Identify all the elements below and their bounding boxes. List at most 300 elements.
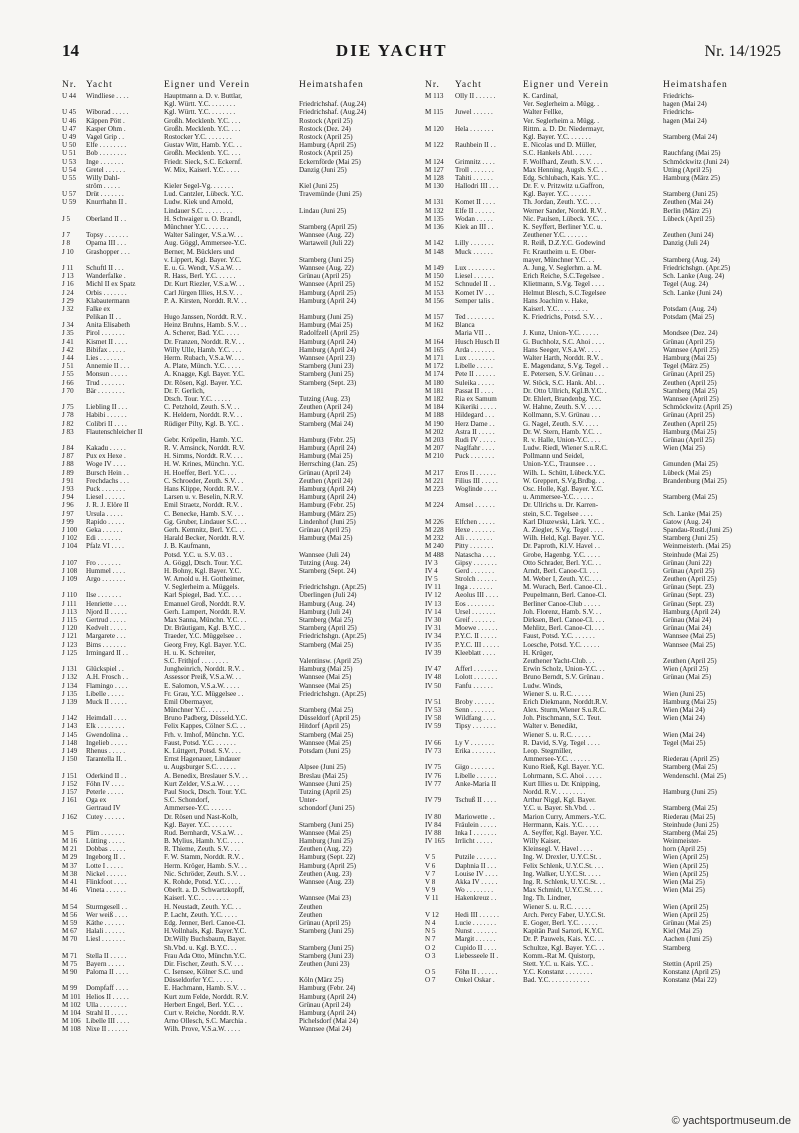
- home-port: Hamburg (April 25): [299, 141, 357, 150]
- home-port: Friedrichshgn. (Apr.25): [299, 583, 367, 592]
- yacht-name: [455, 493, 523, 501]
- table-row: [425, 395, 785, 403]
- table-row: [62, 133, 398, 141]
- yacht-name: Cutey . . . . . .: [86, 812, 125, 821]
- home-port: Wien (Juni 25): [663, 689, 706, 698]
- home-port: Hamburg (Mai 25): [299, 321, 353, 330]
- home-port: Wien (Mai 24): [663, 730, 705, 739]
- yacht-name: Puck . . . . . . .: [455, 452, 495, 461]
- home-port: Hamburg (Mai 25): [299, 534, 353, 543]
- yacht-name: [455, 657, 523, 665]
- yacht-name: Eros II . . . . . .: [455, 468, 496, 477]
- home-port: Zeuthen (Aug. 22): [299, 845, 352, 854]
- owner-club: Pollmann und Seidel,: [523, 452, 584, 461]
- home-port: Wannsee (April 25): [663, 394, 719, 403]
- owner-club: H. Krüger,: [523, 648, 554, 657]
- yacht-number: [425, 493, 455, 501]
- owner-club: Arch. Percy Faber, U.Y.C.St.: [523, 910, 606, 919]
- yacht-name: Strolch . . . . . .: [455, 575, 497, 584]
- yacht-number: IV 77: [425, 779, 442, 788]
- owner-club: H. W. Krines, Münchn. Y.C.: [164, 460, 245, 469]
- table-row: [425, 870, 785, 878]
- table-row: [425, 731, 785, 739]
- owner-club: Edg. Schlubach, Kais. Y.C. .: [523, 173, 604, 182]
- home-port: Hamburg (April 24): [299, 345, 357, 354]
- home-port: Friedrichshaf. (Aug.24): [299, 108, 367, 117]
- yacht-name: Kedvelt . . . . .: [86, 624, 127, 633]
- owner-club: Dr. F. v. Pritzwitz u.Gaffron,: [523, 182, 604, 191]
- left-list: [62, 92, 398, 1034]
- table-row: [62, 649, 398, 657]
- table-row: [62, 690, 398, 698]
- yacht-name: Hexe . . . . . . .: [455, 525, 495, 534]
- header-yacht: Yacht: [455, 80, 482, 90]
- yacht-number: [62, 436, 86, 444]
- yacht-number: M 41: [62, 878, 78, 886]
- yacht-name: Pitty . . . . . . .: [455, 542, 494, 551]
- owner-club: Union-Y.C., Traunsee . . .: [523, 460, 596, 469]
- owner-club: Aug. Göggl, Ammersee-Y.C.: [164, 239, 247, 248]
- yacht-number: M 106: [62, 1017, 81, 1026]
- home-port: Lindau (Juni 25): [299, 206, 347, 215]
- table-row: [425, 559, 785, 567]
- table-row: [62, 919, 398, 927]
- table-row: [425, 673, 785, 681]
- yacht-number: M 5: [62, 828, 74, 837]
- yacht-number: J 107: [62, 558, 78, 567]
- yacht-name: [455, 788, 523, 796]
- yacht-name: Lux . . . . . . . .: [455, 354, 495, 362]
- yacht-name: Lolott . . . . . . .: [455, 673, 498, 682]
- owner-club: Heinz Bruhns, Hamb. S.V. . .: [164, 321, 247, 330]
- table-row: [62, 559, 398, 567]
- table-row: [425, 886, 785, 894]
- table-row: [62, 207, 398, 215]
- table-row: [425, 182, 785, 190]
- table-row: [62, 149, 398, 157]
- table-row: [62, 755, 398, 763]
- owner-club: Großh. Mecklenb. Y.C. . . .: [164, 124, 241, 133]
- home-port: Zeuthen (April 24): [299, 476, 353, 485]
- yacht-name: Gipsy . . . . . . .: [455, 558, 497, 567]
- yacht-name: Habibi . . . . . .: [86, 411, 127, 420]
- yacht-number: [62, 706, 86, 714]
- home-port: Wannsee (Aug. 22): [299, 263, 354, 272]
- yacht-number: [425, 960, 455, 968]
- owner-club: E. Hachmann, Hamb. S.V. . .: [164, 984, 246, 993]
- yacht-number: V 6: [425, 861, 436, 870]
- owner-club: Ludw. Kiek und Arnold,: [164, 198, 234, 207]
- yacht-name: Ingeborg II . .: [86, 853, 126, 862]
- table-row: [425, 690, 785, 698]
- table-row: [62, 739, 398, 747]
- table-row: [425, 903, 785, 911]
- owner-club: Dtsch. Tour. Y.C. . . . . .: [164, 394, 231, 403]
- yacht-number: [62, 223, 86, 231]
- table-row: [425, 591, 785, 599]
- home-port: Grünau (Mai 25): [663, 918, 712, 927]
- home-port: Hamburg (April 24): [299, 493, 357, 502]
- table-row: [62, 100, 398, 108]
- yacht-number: M 67: [62, 927, 78, 936]
- yacht-number: [425, 117, 455, 125]
- home-port: Tutzing (Aug. 24): [299, 558, 351, 567]
- home-port: Friedrichshaf. (Aug.24): [299, 100, 367, 109]
- yacht-name: Halali . . . . . .: [86, 927, 125, 936]
- owner-club: mayer, Münchner Y.C. . .: [523, 255, 595, 264]
- yacht-number: J 151: [62, 771, 78, 780]
- yacht-number: [62, 551, 86, 559]
- home-port: Hamburg (Febr. 25): [299, 501, 356, 510]
- owner-club: K. Cardinal,: [523, 92, 558, 100]
- table-row: [425, 305, 785, 313]
- owner-club: Kieler Segel-Vg. . . . . . .: [164, 182, 234, 191]
- owner-club: Otto Schrader, Berl. Y.C. . .: [523, 558, 601, 567]
- home-port: [299, 649, 398, 657]
- table-row: [62, 714, 398, 722]
- yacht-name: Olly II . . . . . .: [455, 92, 496, 100]
- yacht-name: Anke-Maria II: [455, 779, 497, 788]
- yacht-number: M 224: [425, 501, 444, 510]
- yacht-number: IV 39: [425, 648, 442, 657]
- yacht-number: M 136: [425, 223, 444, 231]
- home-port: Weinmeisterh. (Mai 25): [663, 542, 731, 551]
- yacht-name: Rapido . . . . .: [86, 517, 125, 526]
- owner-club: H. Schwaiger u. O. Brandl,: [164, 214, 242, 223]
- table-row: [425, 862, 785, 870]
- yacht-number: J 111: [62, 599, 77, 608]
- yacht-number: M 46: [62, 886, 78, 895]
- yacht-name: Troll . . . . . . .: [455, 165, 494, 174]
- home-port: Hamburg (Aug. 24): [299, 599, 356, 608]
- owner-club: Gerh. Kemnitz, Berl. Y.C. . .: [164, 525, 245, 534]
- yacht-number: J 24: [62, 288, 74, 297]
- home-port: Grünau (April 25): [299, 525, 351, 534]
- yacht-number: [425, 845, 455, 853]
- yacht-number: J 152: [62, 779, 78, 788]
- yacht-number: O 7: [425, 976, 436, 985]
- table-row: [425, 649, 785, 657]
- yacht-number: M 56: [62, 910, 78, 919]
- home-port: Zeuthen (April 25): [663, 378, 717, 387]
- table-row: [62, 452, 398, 460]
- table-row: [425, 935, 785, 943]
- yacht-number: [425, 903, 455, 911]
- yacht-name: [86, 223, 164, 231]
- yacht-name: Tschuß II . . . .: [455, 796, 497, 805]
- yacht-name: P.Y.C. III . . . . .: [455, 640, 500, 649]
- table-row: [62, 911, 398, 919]
- home-port: [299, 215, 398, 223]
- table-row: [425, 682, 785, 690]
- table-row: [62, 117, 398, 125]
- table-row: [62, 493, 398, 501]
- yacht-number: V 12: [425, 910, 439, 919]
- home-port: Grünau (Sept. 23): [663, 591, 715, 600]
- table-row: [425, 379, 785, 387]
- yacht-name: Stella II . . . . .: [86, 951, 127, 960]
- home-port: Sch. Lanke (Mai 25): [663, 509, 722, 518]
- home-port: Hamburg (Mai 25): [299, 665, 353, 674]
- home-port: Starnberg (Juni 25): [663, 534, 718, 543]
- yacht-name: Monsun . . . . .: [86, 370, 127, 379]
- yacht-number: U 46: [62, 116, 76, 125]
- owner-club: Kgl. Bayer. Y.C. . . . . . .: [523, 190, 591, 199]
- yacht-number: J 10: [62, 247, 74, 256]
- yacht-number: M 29: [62, 853, 78, 862]
- yacht-number: J 88: [62, 460, 74, 469]
- home-port: Starnberg (Mai 24): [663, 132, 718, 141]
- yacht-number: M 190: [425, 419, 444, 428]
- yacht-number: M 172: [425, 362, 444, 371]
- yacht-number: J 161: [62, 796, 78, 805]
- yacht-name: Gretel . . . . . .: [86, 165, 126, 174]
- home-port: Köln (März 25): [299, 976, 344, 985]
- owner-club: Sh.Vbd. u. Kgl. B.Y.C. . .: [164, 943, 237, 952]
- home-port: Steinhude (Juni 25): [663, 820, 719, 829]
- table-row: [425, 551, 785, 559]
- table-row: [62, 551, 398, 559]
- yacht-number: [62, 313, 86, 321]
- yacht-name: Kasper Ohm .: [86, 124, 126, 133]
- home-port: Grünau (April 24): [299, 1000, 351, 1009]
- owner-club: Max Schmidt, U.Y.C.St. . . .: [523, 886, 603, 895]
- owner-club: W. Stöck, S.C. Hank. Abl. . .: [523, 378, 605, 387]
- table-row: [62, 616, 398, 624]
- table-row: [62, 993, 398, 1001]
- home-port: Hamburg (Febr. 24): [299, 984, 356, 993]
- yacht-name: Semper talis .: [455, 296, 494, 305]
- owner-club: Rud. Bernhardt, V.S.a.W. . .: [164, 828, 243, 837]
- owner-club: Arndt, Berl. Canoe-Cl. . . .: [523, 566, 599, 575]
- home-port: Herrsching (Jan. 25): [299, 460, 358, 469]
- home-port: [663, 894, 785, 902]
- home-port: Starnberg (Mai 25): [663, 386, 718, 395]
- home-port: Hamburg (April 24): [299, 485, 357, 493]
- yacht-number: IV 4: [425, 566, 438, 575]
- owner-club: K. Rohde, Potsd. Y.C. . . . .: [164, 878, 241, 886]
- home-port: Wien (April 25): [663, 869, 709, 878]
- table-row: [425, 755, 785, 763]
- yacht-name: Vineta . . . . . .: [86, 886, 126, 895]
- yacht-number: IV 59: [425, 722, 442, 731]
- table-row: [425, 297, 785, 305]
- yacht-name: Ali . . . . . . . .: [455, 534, 493, 543]
- table-row: [425, 919, 785, 927]
- home-port: [299, 813, 398, 821]
- yacht-number: [62, 894, 86, 902]
- yacht-number: IV 14: [425, 607, 442, 616]
- table-row: [425, 248, 785, 256]
- yacht-number: U 50: [62, 141, 76, 150]
- home-port: Wannsee (Juni 25): [299, 779, 352, 788]
- yacht-name: [86, 894, 164, 902]
- yacht-number: M 102: [62, 1000, 81, 1009]
- yacht-name: Oberland II . .: [86, 214, 126, 223]
- yacht-number: J 44: [62, 354, 74, 362]
- yacht-number: J 135: [62, 689, 78, 698]
- home-port: Starnberg (Juni 25): [299, 943, 354, 952]
- table-row: [425, 952, 785, 960]
- table-row: [62, 125, 398, 133]
- yacht-number: U 53: [62, 157, 76, 166]
- yacht-number: IV 75: [425, 763, 442, 772]
- table-row: [62, 935, 398, 943]
- yacht-number: M 223: [425, 485, 444, 493]
- table-row: [425, 411, 785, 419]
- yacht-name: [86, 583, 164, 591]
- yacht-name: Hedi III . . . . . .: [455, 910, 499, 919]
- table-row: [62, 141, 398, 149]
- yacht-name: Ria ex Samum: [455, 394, 497, 403]
- yacht-number: J 8: [62, 239, 71, 248]
- yacht-number: J 66: [62, 378, 74, 387]
- owner-club: Karl Dluzewski, Lärk. Y.C. .: [523, 517, 604, 526]
- yacht-number: M 108: [62, 1025, 81, 1034]
- yacht-number: J 7: [62, 231, 71, 240]
- yacht-number: M 153: [425, 288, 444, 297]
- yacht-number: O 2: [425, 943, 436, 952]
- owner-club: Kollmann, S.V. Grünau . . .: [523, 411, 601, 420]
- home-port: Friedrichshgn. (Apr.25): [299, 689, 367, 698]
- home-port: Grünau (Mai 24): [663, 616, 712, 624]
- home-port: Hamburg (Mai 25): [663, 697, 717, 706]
- home-port: Grünau (April 25): [663, 435, 715, 444]
- yacht-name: Bayern . . . . .: [86, 959, 125, 968]
- yacht-number: M 162: [425, 321, 444, 330]
- owner-club: E. Salomon, V.S.a.W. . . . .: [164, 681, 240, 690]
- yacht-name: Klabautermann: [86, 296, 130, 305]
- home-port: Hamburg (Juli 24): [299, 607, 352, 616]
- owner-club: Leop. Stegmiller,: [523, 747, 573, 755]
- home-port: Rostock (April 25): [299, 116, 353, 125]
- yacht-number: J 29: [62, 296, 74, 305]
- yacht-name: Lotte I . . . . .: [86, 861, 123, 870]
- home-port: Hamburg (Mai 25): [663, 427, 717, 436]
- home-port: Wannsee (Juli 24): [299, 550, 351, 559]
- yacht-number: J 143: [62, 722, 78, 731]
- yacht-name: Putzile . . . . . .: [455, 853, 496, 862]
- yacht-number: J 35: [62, 329, 74, 338]
- table-row: [425, 223, 785, 231]
- home-port: Starnberg (Juni 25): [299, 370, 354, 379]
- table-row: [425, 207, 785, 215]
- yacht-name: Blanca: [455, 321, 475, 330]
- yacht-name: [86, 100, 164, 108]
- table-row: [62, 772, 398, 780]
- owner-club: Felix Schlenk, U.Y.C.St. . . .: [523, 861, 604, 870]
- table-row: [62, 567, 398, 575]
- table-row: [62, 460, 398, 468]
- yacht-number: M 101: [62, 992, 81, 1001]
- yacht-name: Hela . . . . . . .: [455, 124, 494, 133]
- yacht-name: [455, 845, 523, 853]
- yacht-number: M 122: [425, 141, 444, 150]
- home-port: Starnberg (Juni 23): [299, 951, 354, 960]
- yacht-name: Paloma II . . . .: [86, 968, 128, 977]
- owner-club: Kuno Rieß, Kgl. Bayer. Y.C.: [523, 763, 604, 772]
- home-port: Friedrichshgn. (Apr.25): [663, 263, 731, 272]
- yacht-name: [86, 395, 164, 403]
- home-port: Wannsee (Mai 25): [299, 673, 352, 682]
- owner-club: Ver. Seglerheim a. Mügg. .: [523, 100, 600, 109]
- table-row: [425, 485, 785, 493]
- yacht-name: Amsel . . . . . .: [455, 501, 495, 510]
- yacht-number: IV 165: [425, 837, 445, 846]
- yacht-name: Föhn IV . . . .: [86, 779, 124, 788]
- yacht-number: J 55: [62, 370, 74, 379]
- table-row: [62, 583, 398, 591]
- table-row: [62, 231, 398, 239]
- owner-club: Felix Kappes, Cölner S.C. . .: [164, 722, 246, 731]
- home-port: Friedrichs-: [663, 108, 695, 117]
- table-row: [425, 166, 785, 174]
- yacht-name: Geka . . . . . .: [86, 525, 123, 534]
- table-row: [62, 420, 398, 428]
- owner-club: K. Seyffert, Berliner Y.C. u.: [523, 223, 603, 231]
- yacht-number: [425, 231, 455, 239]
- yacht-number: J 83: [62, 427, 74, 436]
- yacht-name: Oderkind II . .: [86, 771, 127, 780]
- home-port: Riederau (Mai 25): [663, 812, 716, 821]
- yacht-number: M 38: [62, 869, 78, 878]
- yacht-number: IV 31: [425, 624, 442, 633]
- yacht-name: Käppen Pött .: [86, 116, 125, 125]
- yacht-name: Ursel . . . . . . .: [455, 607, 496, 616]
- home-port: [663, 747, 785, 755]
- yacht-name: [455, 256, 523, 264]
- home-port: Hamburg (April 24): [299, 992, 357, 1001]
- left-column-header: [62, 80, 398, 92]
- yacht-number: M 207: [425, 444, 444, 453]
- yacht-number: [425, 305, 455, 313]
- yacht-name: Liesl . . . . . . .: [86, 935, 126, 944]
- home-port: Friedrichs-: [663, 92, 695, 100]
- header-eigner: Eigner und Verein: [164, 80, 250, 90]
- owner-club: V. Seglerheim a. Müggels.: [164, 583, 240, 592]
- home-port: Grünau (Mai 25): [663, 673, 712, 682]
- yacht-name: Gertraud IV: [86, 804, 121, 813]
- yacht-name: Pirol . . . . . . .: [86, 329, 125, 338]
- yacht-number: J 91: [62, 476, 74, 485]
- home-port: Starnberg (Juni 25): [663, 190, 718, 199]
- home-port: Zeuthen (Aug. 23): [299, 869, 352, 878]
- yacht-number: IV 35: [425, 640, 442, 649]
- yacht-name: Wo . . . . . . . .: [455, 886, 494, 895]
- owner-club: Karl Spiegel, Bad. Y.C. . . .: [164, 591, 242, 600]
- home-port: Wannsee (Mai 25): [299, 738, 352, 747]
- table-row: [62, 370, 398, 378]
- yacht-name: Senn . . . . . . .: [455, 706, 495, 715]
- home-port: Hamburg (April 24): [663, 607, 721, 616]
- yacht-number: U 54: [62, 165, 76, 174]
- yacht-number: [62, 944, 86, 952]
- owner-club: Gustav Witt, Hamb. Y.C. . .: [164, 141, 242, 150]
- yacht-name: Wodan . . . . .: [455, 214, 493, 223]
- yacht-number: [62, 395, 86, 403]
- table-row: [425, 501, 785, 509]
- table-row: [62, 1017, 398, 1025]
- page-header: [62, 41, 781, 63]
- home-port: Wien (April 25): [663, 853, 709, 862]
- yacht-number: U 55: [62, 173, 76, 182]
- owner-club: Peupelmann, Berl. Canoe-Cl.: [523, 591, 607, 600]
- owner-club: F. W. Stamm, Norddt. R.V. .: [164, 853, 244, 862]
- yacht-number: [425, 788, 455, 796]
- owner-club: Großh. Mecklenb. Y.C. . . .: [164, 149, 241, 158]
- home-port: Danzig (Juli 24): [663, 239, 710, 248]
- home-port: Grünau (April 25): [299, 918, 351, 927]
